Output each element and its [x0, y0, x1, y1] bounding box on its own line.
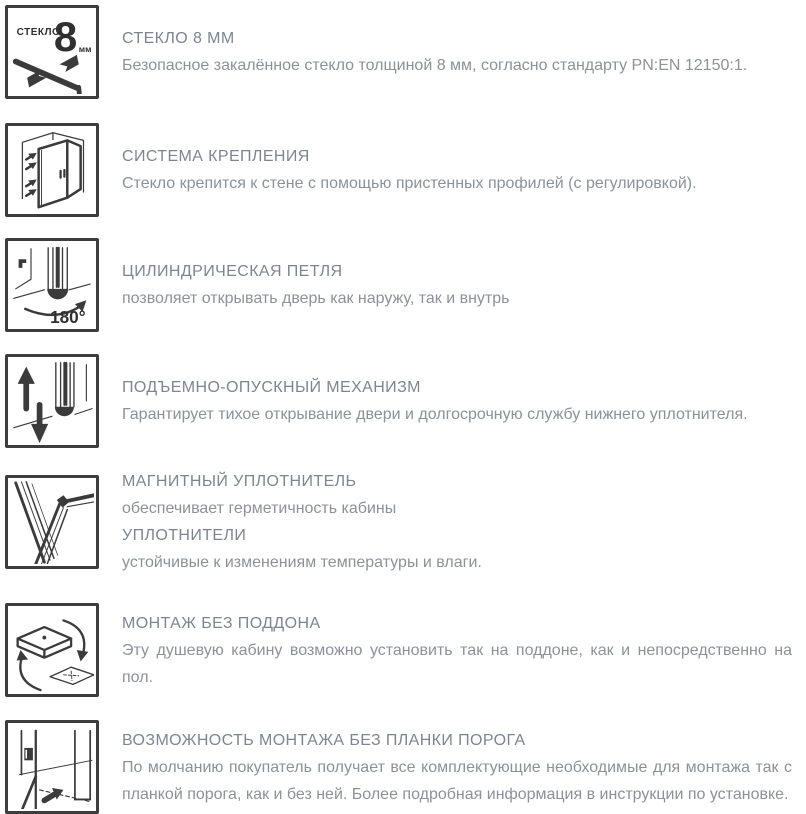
glass-icon-label: СТЕКЛО — [16, 26, 61, 38]
feature-text-block — [122, 610, 806, 691]
feature-title: СИСТЕМА КРЕПЛЕНИЯ — [122, 148, 310, 165]
feature-title-secondary: УПЛОТНИТЕЛИ — [122, 527, 247, 544]
feature-description: Стекло крепится к стене с помощью пристенных профилей (с регулировкой). — [122, 175, 697, 192]
feature-row-no-tray — [5, 603, 806, 697]
feature-text-block — [122, 374, 806, 428]
glass-icon-unit: мм — [78, 44, 92, 55]
feature-description-secondary: устойчивые к изменениям температуры и влаги. — [122, 554, 482, 571]
magnetic-seal-icon — [5, 475, 99, 569]
feature-description: обеспечивает герметичность кабины — [122, 500, 397, 517]
feature-description: Гарантирует тихое открывание двери и долгосрочную службу нижнего уплотнителя. — [122, 406, 748, 423]
feature-title: МОНТАЖ БЕЗ ПОДДОНА — [122, 614, 321, 632]
feature-title: ЦИЛИНДРИЧЕСКАЯ ПЕТЛЯ — [122, 263, 343, 280]
feature-row-lift-mechanism — [5, 354, 806, 448]
feature-title: СТЕКЛО 8 ММ — [122, 30, 235, 47]
feature-text-block — [122, 727, 806, 808]
hinge-angle-label: 180° — [50, 307, 86, 327]
feature-description: позволяет открывать дверь как наружу, так и внутрь — [122, 290, 510, 307]
feature-description: По молчанию покупатель получает все комплектующие необходимые для монтажа так с планкой порога, как и без ней. Более подробная информация в инструкции по установке. — [122, 758, 792, 803]
feature-description: Безопасное закалённое стекло толщиной 8 мм, согласно стандарту PN:EN 12150:1. — [122, 57, 748, 74]
feature-row-mounting-system — [5, 123, 806, 217]
feature-text-block — [122, 258, 806, 312]
feature-row-magnetic-seal — [5, 468, 806, 576]
glass-icon-value: 8 — [53, 13, 78, 61]
feature-text-block — [122, 468, 806, 576]
cylindrical-hinge-icon — [5, 238, 99, 332]
feature-title: МАГНИТНЫЙ УПЛОТНИТЕЛЬ — [122, 473, 357, 490]
feature-text-block — [122, 143, 806, 197]
glass-thickness-icon — [5, 5, 99, 99]
mounting-system-icon — [5, 123, 99, 217]
feature-title: ПОДЪЕМНО-ОПУСКНЫЙ МЕХАНИЗМ — [122, 379, 421, 396]
lift-lower-mechanism-icon — [5, 354, 99, 448]
feature-title: ВОЗМОЖНОСТЬ МОНТАЖА БЕЗ ПЛАНКИ ПОРОГА — [122, 731, 526, 749]
feature-description: Эту душевую кабину возможно установить так на поддоне, как и непосредственно на пол. — [122, 641, 792, 686]
feature-row-cylindrical-hinge — [5, 238, 806, 332]
no-tray-mounting-icon — [5, 603, 99, 697]
feature-row-glass-8mm — [5, 5, 806, 99]
feature-text-block — [122, 25, 806, 79]
